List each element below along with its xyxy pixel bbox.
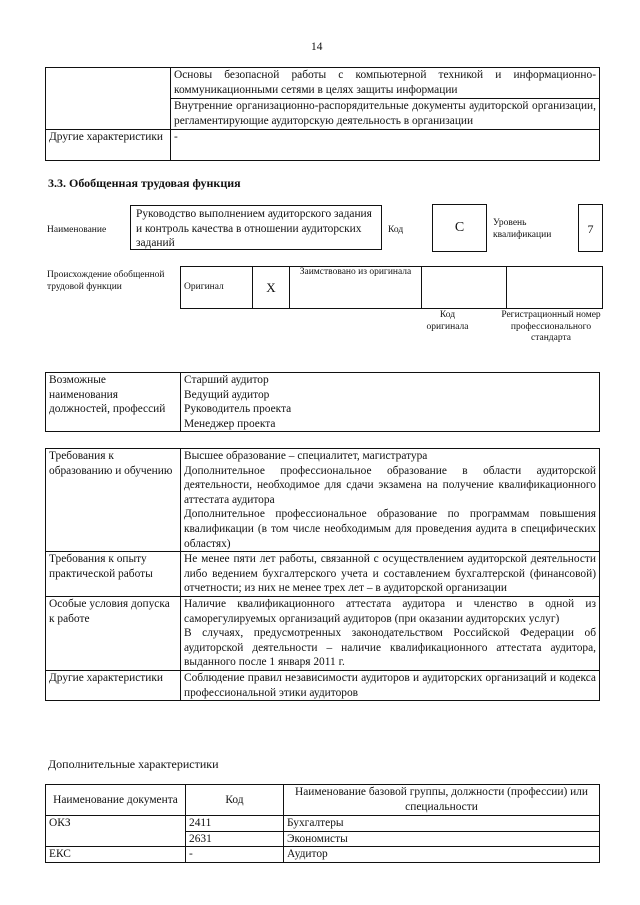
cell-group: Аудитор (284, 847, 600, 863)
admission-label: Особые условия допуска к работе (46, 596, 181, 670)
other-characteristics-value (181, 670, 600, 700)
top-table-empty-label (46, 68, 171, 130)
reg-number-label: Регистрационный номер профессионального стандарта (501, 310, 601, 343)
education-paragraph: Высшее образование – специалитет, магистратура (184, 450, 428, 462)
top-table-row-1: Основы безопасной работы с компьютерной техникой и информационно-коммуникационными сетями в целях защиты информации (171, 68, 600, 99)
header-document: Наименование документа (46, 785, 186, 816)
experience-paragraph: Не менее пяти лет работы, связанной с осуществлением аудиторской деятельности либо ведением бухгалтерского учета и составлением бухгалтерской (финансовой) отчетности; из них не менее трех лет – в аудиторской организации (184, 553, 596, 595)
name-value-box (130, 205, 382, 250)
code-original-cell (422, 267, 507, 309)
cell-code: 2411 (186, 816, 284, 832)
education-value (181, 449, 600, 552)
other-characteristics-paragraph: Соблюдение правил независимости аудиторов и аудиторских организаций и кодекса профессиональной этики аудиторов (184, 671, 596, 699)
requirements-row (46, 596, 600, 670)
requirements-row (46, 670, 600, 700)
section-title: 3.3. Обобщенная трудовая функция (48, 176, 241, 190)
table-row (46, 847, 600, 863)
additional-table-header (46, 785, 600, 816)
original-label: Оригинал (184, 281, 224, 292)
requirements-row (46, 552, 600, 597)
top-table-row-2: Внутренние организационно-распорядительные документы аудиторской организации, регламентирующие аудиторскую деятельность в организации (171, 99, 600, 130)
education-label: Требования к образованию и обучению (46, 449, 181, 552)
cell-document: ОКЗ (46, 816, 186, 847)
top-table-other-value: - (171, 130, 600, 161)
code-original-label: Код оригинала (426, 310, 469, 332)
reg-number-cell (507, 267, 603, 309)
position-item: Менеджер проекта (184, 417, 276, 430)
page-number: 14 (311, 41, 323, 53)
cell-group: Бухгалтеры (284, 816, 600, 832)
code-value-box (432, 204, 487, 252)
additional-table (45, 784, 600, 863)
origin-table (180, 266, 603, 309)
cell-code: - (186, 847, 284, 863)
borrowed-label: Заимствовано из оригинала (299, 267, 412, 277)
cell-code: 2631 (186, 831, 284, 847)
header-code: Код (186, 785, 284, 816)
level-label: Уровень квалификации (493, 218, 552, 240)
table-row (46, 816, 600, 832)
positions-label: Возможные наименования должностей, профессий (46, 373, 181, 432)
position-item: Ведущий аудитор (184, 388, 270, 401)
experience-label: Требования к опыту практической работы (46, 552, 181, 597)
name-label: Наименование (47, 225, 107, 235)
positions-table (45, 372, 600, 432)
admission-paragraph: Наличие квалификационного аттестата аудитора и членство в одной из саморегулируемых организаций аудиторов (при оказании аудиторских услуг) (184, 597, 596, 625)
top-table-other-label: Другие характеристики (46, 130, 171, 161)
top-table (45, 67, 600, 161)
admission-paragraph: В случаях, предусмотренных законодательством Российской Федерации об аудиторской деятельности – наличие квалификационного аттестата аудитора, выданного после 1 января 2011 г. (184, 627, 596, 669)
name-value: Руководство выполнением аудиторского задания и контроль качества в отношении аудиторских заданий (136, 208, 372, 250)
code-label: Код (388, 225, 404, 235)
education-paragraph: Дополнительное профессиональное образование в области аудиторской деятельности, необходимое для сдачи экзамена на получение квалификационного аттестата аудитора (184, 464, 596, 506)
origin-label: Происхождение обобщенной трудовой функции (47, 270, 165, 292)
level-value-box (578, 204, 603, 252)
admission-value (181, 596, 600, 670)
cell-group: Экономисты (284, 831, 600, 847)
position-item: Руководитель проекта (184, 403, 292, 416)
position-item: Старший аудитор (184, 374, 269, 386)
positions-list (181, 373, 600, 432)
original-mark: X (266, 279, 276, 295)
requirements-table (45, 448, 600, 701)
cell-document: ЕКС (46, 847, 186, 863)
level-value: 7 (587, 222, 594, 236)
experience-value (181, 552, 600, 597)
additional-title: Дополнительные характеристики (48, 757, 219, 771)
header-group: Наименование базовой группы, должности (профессии) или специальности (284, 785, 600, 816)
other-characteristics-label: Другие характеристики (46, 670, 181, 700)
code-value: C (454, 220, 465, 235)
requirements-row (46, 449, 600, 552)
education-paragraph: Дополнительное профессиональное образование по программам повышения квалификации (в том числе необходимым для проведения аудита в специфических областях) (184, 508, 596, 550)
